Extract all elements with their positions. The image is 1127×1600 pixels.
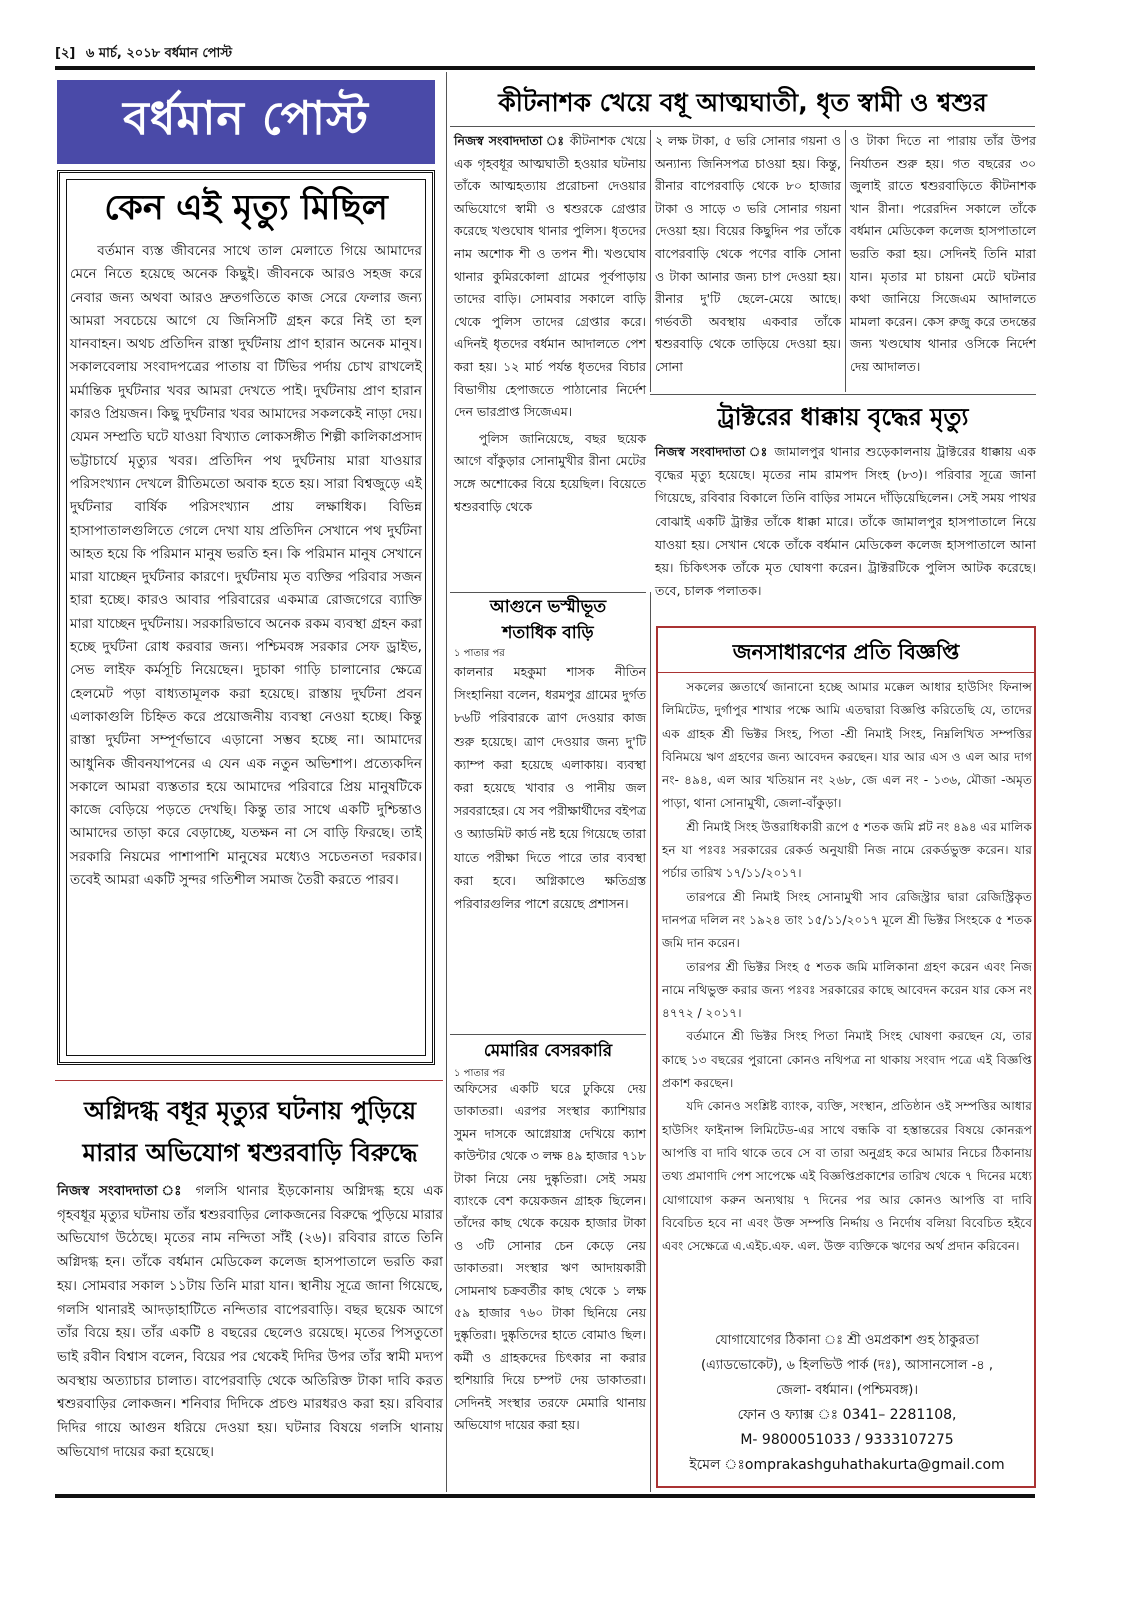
notice-contact-line1: যোগাযোগের ঠিকানা ঃ শ্রী ওমপ্রকাশ গুহ ঠাকুরতা [714,1333,980,1348]
notice-phone: ফোন ও ফ্যাক্স ঃ 0341– 2281108, [737,1407,957,1423]
pesticide-col2 [655,130,841,392]
folio-date: ৬ মার্চ, ২০১৮ বর্ধমান পোস্ট [85,46,233,61]
fire-story-headline: অগ্নিদগ্ধ বধূর মৃত্যুর ঘটনায় পুড়িয়ে মারার অভিযোগ শ্বশুরবাড়ি বিরুদ্ধে [82,1096,418,1167]
notice-p6: যদি কোনও সংশ্লিষ্ট ব্যাংক, ব্যক্তি, সংস্থান, প্রতিষ্ঠান ওই সম্পত্তির আধার হাউসিং ফাইনান্স লিমিটেড-এর সাথে বন্ধকি বা হস্তান্তরের বিষয়ে কোনরূপ আপত্তি বা দাবি থাকে তবে সে বা তারা অনুগ্রহ করে আমার নিচের ঠিকানায় তথ্য প্রমাণাদি পেশ সাপেক্ষে এই বিজ্ঞপ্তিপ্রকাশের তারিখ থেকে ৭ দিনের মধ্যে যোগাযোগ করুন অন্যথায় ৭ দিনের পর আর কোনও আপত্তি বা দাবি বিবেচিত হবে না এবং উক্ত সম্পত্তি নির্দ্দায় ও নির্দোষ বলিয়া বিবেচিত হইবে এবং সেক্ষেত্রে এ.এইচ.এফ. এল. উক্ত ব্যক্তিকে ঋণের অর্থ প্রদান করিবেন। [662,1099,1032,1254]
folio [55,44,555,64]
bottom-rule [55,1494,1035,1498]
fire-houses-rule [450,592,646,593]
notice-contact [662,1328,1032,1488]
fire-houses-text: কালনার মহকুমা শাসক নীতিন সিংহানিয়া বলেন, ধরমপুর গ্রামের দুর্গত ৮৬টি পরিবারকে ত্রাণ দেওয়ার কাজ শুরু হয়েছে। ত্রাণ দেওয়ার জন্য দু'টি ক্যাম্প করা হয়েছে এলাকায়। ব্যবস্থা করা হয়েছে খাবার ও পানীয় জল সরবরাহের। যে সব পরীক্ষার্থীদের বইপত্র ও অ্যাডমিট কার্ড নষ্ট হয়ে গিয়েছে তারা যাতে পরীক্ষা দিতে পারে তার ব্যবস্থা করা হবে। অগ্নিকাণ্ডে ক্ষতিগ্রস্ত পরিবারগুলির পাশে রয়েছে প্রশাসন। [454,664,646,912]
notice-body [662,676,1032,1326]
col-rule-2 [650,130,651,392]
notice-contact-line3: জেলা- বর্ধমান। (পশ্চিমবঙ্গ)। [776,1383,918,1398]
editorial-paragraph: বর্তমান ব্যস্ত জীবনের সাথে তাল মেলাতে গিয়ে আমাদের মেনে নিতে হয়েছে অনেক কিছুই। জীবনকে আরও সহজ করে নেবার জন্য অথবা আরও দ্রুতগতিতে কাজ সেরে ফেলার জন্য আমরা সবচেয়ে আগে যে জিনিসটি গ্রহন করে নিই তা হল যানবাহন। অথচ প্রতিদিন রাস্তা দুর্ঘটনায় প্রাণ হারান অনেক মানুষ। সকালবেলায় সংবাদপত্রের পাতায় বা টিভির পর্দায় চোখ রাখলেই মর্মান্তিক দুর্ঘটনার খবর আমরা দেখতে পাই। দুর্ঘটনায় প্রাণ হারান কারও প্রিয়জন। কিছু দুর্ঘটনার খবর আমাদের সকলকেই নাড়া দেয়। যেমন সম্প্রতি ঘটে যাওয়া বিখ্যাত লোকসঙ্গীত শিল্পী কালিকাপ্রসাদ ভট্টাচার্যে মৃত্যুর খবর। প্রতিদিন পথ দুর্ঘটনায় মারা যাওয়ার পরিসংখ্যান দেখলে রীতিমতো অবাক হতে হয়। সারা বিশ্বজুড়ে এই দুর্ঘটনার বার্ষিক পরিসংখ্যান প্রায় লক্ষাধিক। বিভিন্ন হাসাপাতালগুলিতে গেলে দেখা যায় প্রতিদিন সেখানে পথ দুর্ঘটনা আহত হয়ে কি পরিমান মানুষ ভরতি হন। কি পরিমান মানুষ সেখানে মারা যাচ্ছেন দুর্ঘটনার কারণে। দুর্ঘটনায় মৃত ব্যক্তির পরিবার সজন হারা হচ্ছে। কারও আবার পরিবারের একমাত্র রোজগেরে ব্যাক্তি মারা যাচ্ছেন দুর্ঘটনায়। সরকারিভাবে অনেক রকম ব্যবস্থা গ্রহন করা হচ্ছে দুর্ঘটনা রোধ করবার জন্য। পশ্চিমবঙ্গ সরকার সেফ ড্রাইভ, সেভ লাইফ কর্মসূচি নিয়েছেন। দুচাকা গাড়ি চালানোর ক্ষেত্রে হেলমেট পড়া বাধ্যতামূলক করা হয়েছে। রাস্তায় দুর্ঘটনা প্রবন এলাকাগুলি চিহ্নিত করে প্রয়োজনীয় ব্যবস্থা নেওয়া হচ্ছে। কিন্তু রাস্তা দুর্ঘটনা সম্পূর্ণভাবে এড়ানো সম্ভব হচ্ছে না। আমাদের আধুনিক জীবনযাপনের এ যেন এক নতুন অভিশাপ। প্রত্যেকদিন সকালে আমরা ব্যস্ততার হয়ে আমাদের পরিবারে প্রিয় মানুষটিকে কাজে বেড়িয়ে পড়তে দেখছি। কিন্তু তার সাথে একটি দুশ্চিন্তাও আমাদের তাড়া করে বেড়াচ্ছে, যতক্ষন না সে বাড়ি ফিরছে। তাই সরকারি নিয়মের পাশাপাশি মানুষের মধ্যেও সচেতনতা দরকার। তবেই আমরা একটি সুন্দর গতিশীল সমাজ তৈরী করতে পারব। [70,243,422,889]
tractor-headline: ট্রাক্টরের ধাক্কায় বৃদ্ধের মৃত্যু [717,403,969,431]
masthead-title: বর্ধমান পোস্ট [123,91,369,145]
col-rule-3 [845,130,846,392]
masthead [57,80,435,164]
pesticide-col3 [850,130,1036,392]
pesticide-col1 [454,130,646,590]
pesticide-text-1: কীটনাশক খেয়ে এক গৃহবধূর আত্মঘাতী হওয়ার ঘটনায় তাঁকে আত্মহত্যায় প্ররোচনা দেওয়ার অভিযোগে স্বামী ও শ্বশুরকে গ্রেপ্তার করেছে খণ্ডঘোষ থানার পুলিস। ধৃতদের নাম অশোক শী ও তপন শী। খণ্ডঘোষ থানার কুমিরকোলা গ্রামের পূর্বপাড়ায় তাদের বাড়ি। সোমবার সকালে বাড়ি থেকে পুলিস তাদের গ্রেপ্তার করে। এদিনই ধৃতদের বর্ধমান আদালতে পেশ করা হয়। ১২ মার্চ পর্যন্ত ধৃতদের বিচার বিভাগীয় হেপাজতে পাঠানোর নির্দেশ দেন ভারপ্রাপ্ত সিজেএম। [454,133,646,420]
pesticide-text-3: ও টাকা দিতে না পারায় তাঁর উপর নির্যাতন শুরু হয়। গত বছরের ৩০ জুলাই রাতে শ্বশুরবাড়িতে কীটনাশক খান রীনা। পরেরদিন সকালে তাঁকে বর্ধমান মেডিকেল কলেজ হাসপাতালে ভরতি করা হয়। সেদিনই তিনি মারা যান। মৃতার মা চায়না মেটে ঘটনার কথা জানিয়ে সিজেএম আদালতে মামলা করেন। কেস রুজু করে তদন্তের জন্য খণ্ডঘোষ থানার ওসিকে নির্দেশ দেয় আদালত। [850,133,1036,374]
col-rule-4 [650,592,651,1492]
notice-p4: তারপর শ্রী ভিক্টর সিংহ ৫ শতক জমি মালিকানা গ্রহণ করেন এবং নিজ নামে নথিভুক্ত করার জন্য পঃবঃ সরকারের কাছে আবেদন করেন যার কেস নং ৪৭৭২ / ২০১৭। [662,959,1032,1021]
memari-continued: ১ পাতার পর [454,1068,505,1079]
tractor-body [655,440,1036,620]
editorial-headline: কেন এই মৃত্যু মিছিল [104,188,388,228]
memari-text: অফিসের একটি ঘরে ঢুকিয়ে দেয় ডাকাতরা। এরপর সংস্থার ক্যাশিয়ার সুমন দাসকে আগ্নেয়াস্ত্র দেখিয়ে ক্যাশ কাউন্টার থেকে ৩ লক্ষ ৪৯ হাজার ৭১৮ টাকা নিয়ে নেয় দুষ্কৃতিরা। সেই সময় ব্যাংকে বেশ কয়েকজন গ্রাহক ছিলেন। তাঁদের কাছ থেকে কয়েক হাজার টাকা ও ৩টি সোনার চেন কেড়ে নেয় ডাকাতরা। সংস্থার ঋণ আদায়কারী সোমনাথ চক্রবর্তীর কাছ থেকে ১ লক্ষ ৫৯ হাজার ৭৬০ টাকা ছিনিয়ে নেয় দুষ্কৃতিরা। দুষ্কৃতিদের হাতে বোমাও ছিল। কর্মী ও গ্রাহকদের চিৎকার না করার হুশিয়ারি দিয়ে চম্পট দেয় ডাকাতরা। সেদিনই সংস্থার তরফে মেমারি থানায় অভিযোগ দায়ের করা হয়। [454,1081,646,1433]
fire-story-text: গলসি থানার ইড়কোনায় অগ্নিদগ্ধ হয়ে এক গৃহবধূর মৃত্যুর ঘটনায় তাঁর শ্বশুরবাড়ির লোকজনের বিরুদ্ধে পুড়িয়ে মারার অভিযোগ উঠেছে। মৃতের নাম নন্দিতা সাঁই (২৬)। রবিবার রাতে তিনি অগ্নিদগ্ধ হন। তাঁকে বর্ধমান মেডিকেল কলেজ হাসপাতালে ভরতি করা হয়। সোমবার সকাল ১১টায় তিনি মারা যান। স্থানীয় সূত্রে জানা গিয়েছে, গলসি থানারই আদড়াহাটিতে নন্দিতার বাপেরবাড়ি। বছর ছয়েক আগে তাঁর বিয়ে হয়। তাঁর একটি ৪ বছরের ছেলেও রয়েছে। মৃতের পিসতুতো ভাই রবীন বিশ্বাস বলেন, বিয়ের পর থেকেই দিদির উপর তাঁর স্বামী মদ্যপ অবস্থায় অত্যাচার চালাত। বাপেরবাড়ি থেকে অতিরিক্ত টাকা দাবি করত শ্বশুরবাড়ির লোকজন। শনিবার দিদিকে প্রচণ্ড মারধরও করা হয়। রবিবার দিদির গায়ে আগুন ধরিয়ে দেওয়া হয়। ঘটনার বিষয়ে গলসি থানায় অভিযোগ দায়ের করা হয়েছে। [57,1183,443,1460]
tractor-byline: নিজস্ব সংবাদদাতা ঃ [655,444,769,459]
pesticide-rule [450,126,1035,127]
col-rule-1 [446,72,447,1492]
tractor-rule [650,394,1036,395]
notice-p1: সকলের জ্ঞতার্থে জানানো হচ্ছে আমার মক্কেল আধার হাউসিং ফিনান্স লিমিটেড, দুর্গাপুর শাখার পক্ষে আমি এতদ্বারা বিজ্ঞপ্তি করিতেছি যে, তাদের এক গ্রাহক শ্রী ভিক্টর সিংহ, পিতা -শ্রী নিমাই সিংহ, নিম্নলিখিত সম্পত্তির বিনিময়ে ঋণ গ্রহণের জন্য আবেদন করছেন। যার আর এস ও এল আর দাগ নং- ৪৯৪, এল আর খতিয়ান নং ২৬৮, জে এল নং - ১৩৬, মৌজা -অমৃত পাড়া, থানা সোনামুখী, জেলা-বাঁকুড়া। [662,680,1032,811]
notice-contact-line2: (এ্যাডভোকেট), ৬ হিলভিউ পার্ক (দঃ), আসানসোল -৪ , [700,1358,994,1373]
top-rule [55,66,1035,70]
notice-p3: তারপরে শ্রী নিমাই সিংহ সোনামুখী সাব রেজিস্ট্রার দ্বারা রেজিস্ট্রিকৃত দানপত্র দলিল নং ১৯২৪ তাং ১৫/১১/২০১৭ মূলে শ্রী ভিক্টর সিংহকে ৫ শতক জমি দান করেন। [662,889,1032,951]
memari-headline: মেমারির বেসরকারি [483,1041,613,1061]
pesticide-text-2: ২ লক্ষ টাকা, ৫ ভরি সোনার গয়না ও অন্যান্য জিনিসপত্র চাওয়া হয়। কিন্তু, রীনার বাপেরবাড়ি থেকে ৮০ হাজার টাকা ও সাড়ে ৩ ভরি সোনার গয়না দেওয়া হয়। বিয়ের কিছুদিন পর তাঁকে বাপেরবাড়ি থেকে পণের বাকি সোনা ও টাকা আনার জন্য চাপ দেওয়া হয়। রীনার দু'টি ছেলে-মেয়ে আছে। গর্ভবতী অবস্থায় একবার তাঁকে শ্বশুরবাড়ি থেকে তাড়িয়ে দেওয়া হয়। সোনা [655,133,841,374]
notice-rule [658,672,1034,673]
pesticide-headline: কীটনাশক খেয়ে বধূ আত্মঘাতী, ধৃত স্বামী ও শ্বশুর [498,88,987,117]
notice-p5: বর্তমানে শ্রী ভিক্টর সিংহ পিতা নিমাই সিংহ ঘোষণা করছেন যে, তার কাছে ১৩ বছরের পুরানো কোনও নথিপত্র না থাকায় সংবাদ পত্রে এই বিজ্ঞপ্তি প্রকাশ করছেন। [662,1029,1032,1091]
tractor-text: জামালপুর থানার শুড়েকালনায় ট্রাক্টরের ধাক্কায় এক বৃদ্ধের মৃত্যু হয়েছে। মৃতের নাম রামপদ সিংহ (৮৩)। পরিবার সূত্রে জানা গিয়েছে, রবিবার বিকালে তিনি বাড়ির সামনে দাঁড়িয়েছিলেন। সেই সময় পাথর বোঝাই একটি ট্রাক্টর তাঁকে ধাক্কা মারে। তাঁকে জামালপুর হাসপাতালে নিয়ে যাওয়া হয়। সেখান থেকে তাঁকে বর্ধমান মেডিকেল কলেজ হাসপাতালে আনা হয়। চিকিৎসক তাঁকে মৃত ঘোষণা করেন। ট্রাক্টরটিকে পুলিস আটক করেছে। তবে, চালক পলাতক। [655,444,1036,599]
notice-headline: জনসাধারণের প্রতি বিজ্ঞপ্তি [732,640,960,664]
fire-houses-body [454,660,646,1030]
notice-p2: শ্রী নিমাই সিংহ উত্তরাধিকারী রূপে ৫ শতক জমি প্লট নং ৪৯৪ এর মালিক হন যা পঃবঃ সরকারের রেকর্ড অনুযায়ী নিজ নামে রেকর্ডভুক্ত করেন। যার পর্চার তারিখ ১৭/১১/২০১৭। [662,819,1032,881]
editorial-body [70,240,422,1055]
notice-mobile: M- 9800051033 / 9333107275 [740,1432,954,1448]
memari-rule [450,1034,646,1035]
fire-story-byline: নিজস্ব সংবাদদাতা ঃ [57,1183,187,1199]
pesticide-byline: নিজস্ব সংবাদদাতা ঃ [454,133,565,148]
memari-body [454,1078,646,1490]
fire-houses-continued: ১ পাতার পর [454,648,505,659]
fire-story-body [57,1180,443,1490]
fire-houses-headline: আগুনে ভস্মীভূত শতাধিক বাড়ি [489,597,607,643]
pesticide-text-1b: পুলিস জানিয়েছে, বছর ছয়েক আগে বাঁকুড়ার সোনামুখীর রীনা মেটের সঙ্গে অশোকের বিয়ে হয়েছিল। বিয়েতে শ্বশুরবাড়ি থেকে [454,430,646,514]
notice-email[interactable]: ইমেল ঃomprakashguhathakurta@gmail.com [689,1457,1005,1473]
page-number: [২] [55,46,76,61]
left-divider [55,1080,443,1081]
